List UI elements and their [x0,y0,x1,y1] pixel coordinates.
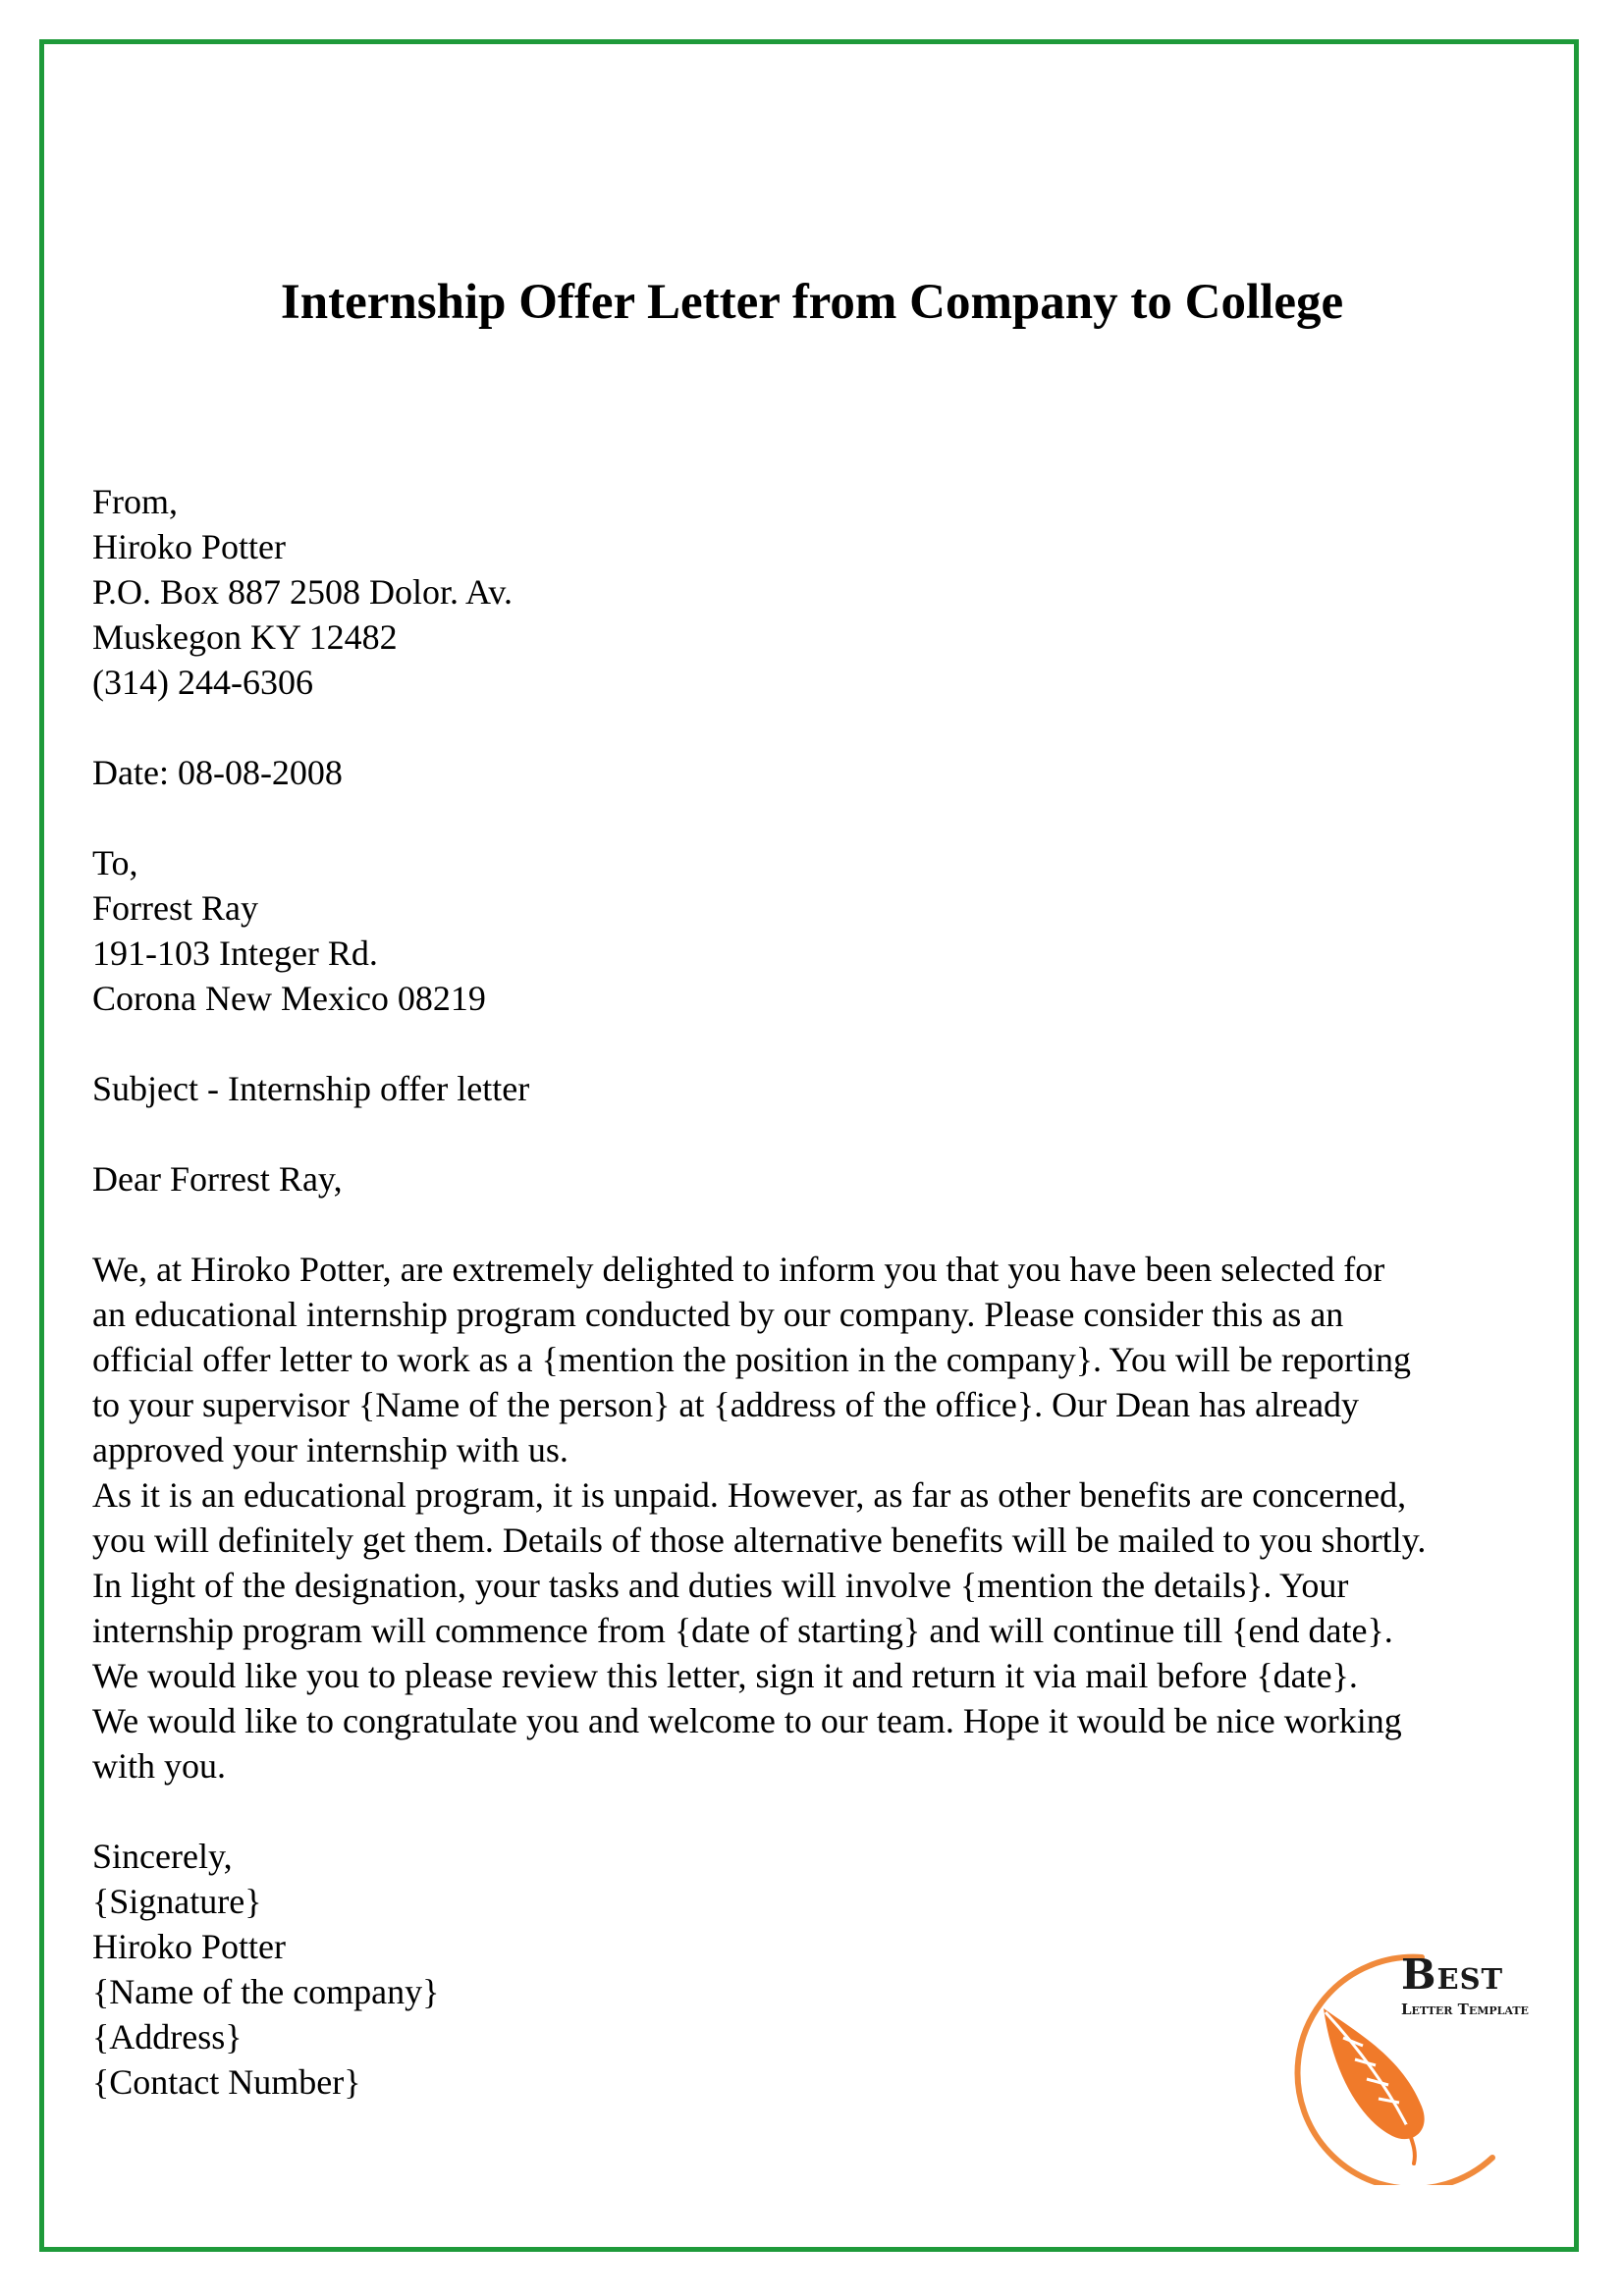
recipient-greeting: To, [92,843,138,882]
logo-word-best: Best [1401,1950,1504,1999]
recipient-address-line2: Corona New Mexico 08219 [92,979,486,1018]
sender-name: Hiroko Potter [92,527,286,566]
closing-contact: {Contact Number} [92,2062,361,2102]
recipient-block [92,840,1545,1021]
body-line: As it is an educational program, it is unpaid. However, as far as other benefits are concerned, [92,1475,1407,1515]
letter-date: Date: 08-08-2008 [92,753,343,792]
body-line: official offer letter to work as a {mention the position in the company}. You will be reporting [92,1340,1411,1379]
body-line: approved your internship with us. [92,1430,568,1469]
letter-content [92,479,1545,2105]
body-line: We would like to congratulate you and welcome to our team. Hope it would be nice working [92,1701,1402,1740]
closing-company: {Name of the company} [92,1972,440,2011]
recipient-address-line1: 191-103 Integer Rd. [92,934,378,973]
document-title: Internship Offer Letter from Company to College [280,275,1344,330]
letter-body [92,1247,1545,1789]
valediction: Sincerely, [92,1837,233,1876]
body-line: internship program will commence from {date of starting} and will continue till {end date}. [92,1611,1393,1650]
sender-phone: (314) 244-6306 [92,663,313,702]
salutation: Dear Forrest Ray, [92,1159,343,1199]
body-line: to your supervisor {Name of the person} at {address of the office}. Our Dean has already [92,1385,1360,1424]
body-line: We would like you to please review this letter, sign it and return it via mail before {date}. [92,1656,1358,1695]
logo-word-letter-template: Letter Template [1401,2001,1529,2018]
sender-greeting: From, [92,482,179,521]
signature-placeholder: {Signature} [92,1882,262,1921]
recipient-name: Forrest Ray [92,888,258,928]
body-line: We, at Hiroko Potter, are extremely delighted to inform you that you have been selected for [92,1250,1385,1289]
closing-address: {Address} [92,2017,243,2056]
subject-block [92,1066,1545,1111]
salutation-block [92,1156,1545,1201]
closing-name: Hiroko Potter [92,1927,286,1966]
body-line: with you. [92,1746,227,1786]
brand-logo [1265,1940,1589,2185]
quill-feather-icon [1324,2008,1425,2163]
sender-address-line1: P.O. Box 887 2508 Dolor. Av. [92,572,514,612]
subject-line: Subject - Internship offer letter [92,1069,530,1108]
date-block [92,750,1545,795]
body-line: you will definitely get them. Details of those alternative benefits will be mailed to you shortly. [92,1521,1427,1560]
body-line: In light of the designation, your tasks and duties will involve {mention the details}. Your [92,1566,1349,1605]
sender-block [92,479,1545,705]
sender-address-line2: Muskegon KY 12482 [92,617,398,657]
body-line: an educational internship program conducted by our company. Please consider this as an [92,1295,1344,1334]
